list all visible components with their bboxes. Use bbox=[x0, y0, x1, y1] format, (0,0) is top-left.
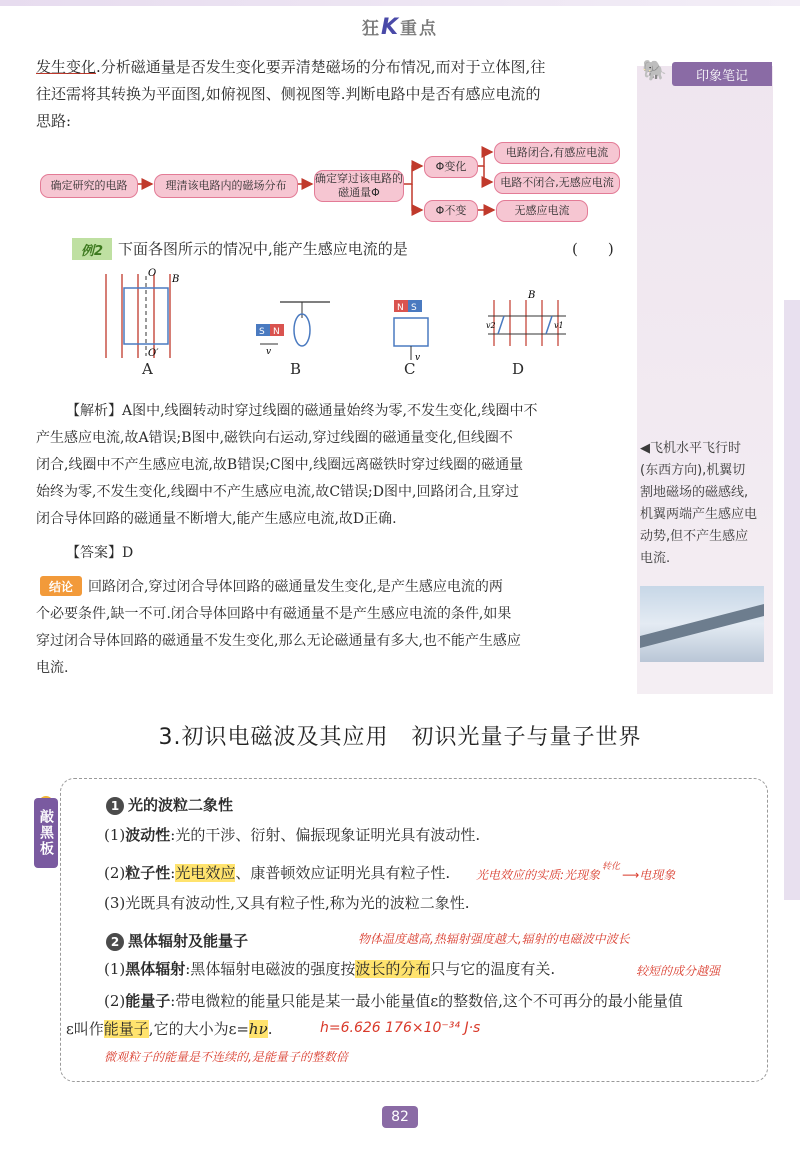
flow-box-flux-nochange: Φ不变 bbox=[424, 200, 478, 222]
flow-box-flux-change: Φ变化 bbox=[424, 156, 478, 178]
point-particle: (2)粒子性:光电效应、康普顿效应证明光具有粒子性. bbox=[104, 864, 451, 882]
fig-c-n: N bbox=[397, 303, 404, 313]
figure-label-d: D bbox=[512, 360, 525, 378]
point-wave: (1)波动性:光的干涉、衍射、偏振现象证明光具有波动性. bbox=[104, 826, 481, 844]
fig-b-n: N bbox=[273, 327, 280, 337]
flow-box-circuit: 确定研究的电路 bbox=[40, 174, 138, 198]
wing-shape bbox=[640, 586, 764, 662]
figure-label-c: C bbox=[404, 360, 416, 378]
intro-paragraph: 发生变化.分析磁通量是否发生变化要弄清楚磁场的分布情况,而对于立体图,往 往还需将其转换为平面图,如俯视图、侧视图等.判断电路中是否有感应电流的 思路: bbox=[36, 58, 546, 130]
conclusion-badge: 结论 bbox=[40, 576, 82, 596]
example-question: 下面各图所示的情况中,能产生感应电流的是 bbox=[118, 240, 408, 258]
handwritten-discrete-energy-note: 微观粒子的能量是不连续的,是能量子的整数倍 bbox=[104, 1050, 348, 1064]
point-quantum-cont: ε叫作能量子,它的大小为ε=hν. bbox=[66, 1020, 273, 1038]
answer: 【答案】D bbox=[66, 545, 134, 561]
fig-a-o: O bbox=[148, 268, 157, 279]
flow-box-flux: 确定穿过该电路的磁通量Φ bbox=[314, 170, 404, 202]
point-quantum: (2)能量子:带电微粒的能量只能是某一最小能量值ε的整数倍,这个不可再分的最小能量值 bbox=[104, 992, 683, 1010]
fig-b-v: v bbox=[266, 347, 272, 357]
flow-box-field: 理清该电路内的磁场分布 bbox=[154, 174, 298, 198]
fig-c-s: S bbox=[411, 303, 417, 313]
conclusion-block: 回路闭合,穿过闭合导体回路的磁通量发生变化,是产生感应电流的两 个必要条件,缺一不可.闭合导体回路中有磁通量不是产生感应电流的条件,如果 穿过闭合导体回路的磁通量不发生变化,那么无论磁通量有多大,也不能产生感应 电流. bbox=[36, 579, 521, 676]
figure-c bbox=[394, 300, 428, 363]
page-header: 狂K重点 bbox=[361, 15, 439, 40]
key-points-tag: 敲黑板 bbox=[34, 798, 58, 868]
example-figures bbox=[90, 266, 590, 366]
flow-box-closed: 电路闭合,有感应电流 bbox=[494, 142, 620, 164]
figure-label-a: A bbox=[142, 360, 153, 378]
fig-b-s: S bbox=[259, 327, 265, 337]
airplane-wing-photo bbox=[640, 586, 764, 662]
point-duality: (3)光既具有波动性,又具有粒子性,称为光的波粒二象性. bbox=[104, 894, 470, 912]
subheading-blackbody: 2 黑体辐射及能量子 bbox=[106, 928, 248, 955]
handwritten-photoelectric-note: 光电效应的实质:光现象$^{转化}$⟶电现象 bbox=[476, 862, 676, 882]
analysis-block: 【解析】A图中,线圈转动时穿过线圈的磁通量始终为零,不发生变化,线圈中不 产生感应电流,故A错误;B图中,磁铁向右运动,穿过线圈的磁通量变化,但线圈不 闭合,线圈中不产生感应电流,故B错误;C图中,线圈远离磁铁时穿过线圈的磁通量 始终为零,不发生变化,线圈中不产生感应电流,故C错误;D图中,回路闭合,且穿过 闭合导体回路的磁通量不断增大,能产生感应电流,故D正确. bbox=[36, 403, 538, 527]
handwritten-planck-constant: h=6.626 176×10⁻³⁴ J·s bbox=[320, 1020, 481, 1036]
figure-d bbox=[486, 290, 566, 346]
fig-d-b: B bbox=[528, 290, 536, 301]
figure-a bbox=[106, 268, 179, 359]
flow-box-no-current: 无感应电流 bbox=[496, 200, 588, 222]
subheading-wave-particle: 1 光的波粒二象性 bbox=[106, 792, 233, 819]
page-edge-strip bbox=[784, 300, 800, 900]
page-number: 82 bbox=[382, 1106, 418, 1128]
flow-box-open: 电路不闭合,无感应电流 bbox=[494, 172, 620, 194]
top-bar bbox=[0, 0, 800, 6]
fig-d-v1: v1 bbox=[554, 321, 564, 330]
handwritten-temperature-note: 物体温度越高,热辐射强度越大,辐射的电磁波中波长 bbox=[358, 932, 630, 946]
sidebar-note: ◀飞机水平飞行时 (东西方向),机翼切 割地磁场的磁感线, 机翼两端产生感应电 动势,但不产生感应 电流. bbox=[640, 441, 758, 566]
fig-c-v: v bbox=[415, 353, 421, 363]
elephant-icon: 🐘 bbox=[642, 58, 667, 82]
example-badge: 例2 bbox=[72, 238, 112, 260]
fig-d-v2: v2 bbox=[486, 321, 496, 330]
point-blackbody: (1)黑体辐射:黑体辐射电磁波的强度按波长的分布只与它的温度有关. bbox=[104, 960, 556, 978]
fig-a-o2: O′ bbox=[148, 348, 159, 359]
figure-b bbox=[256, 302, 330, 357]
handwritten-short-wave-note: 较短的成分越强 bbox=[636, 964, 721, 978]
sidebar-tab: 印象笔记 bbox=[672, 62, 772, 86]
figure-label-b: B bbox=[290, 360, 302, 378]
answer-blank: ( ) bbox=[572, 240, 614, 258]
section-title: 3.初识电磁波及其应用 初识光量子与量子世界 bbox=[158, 725, 642, 750]
fig-a-b: B bbox=[172, 274, 180, 285]
